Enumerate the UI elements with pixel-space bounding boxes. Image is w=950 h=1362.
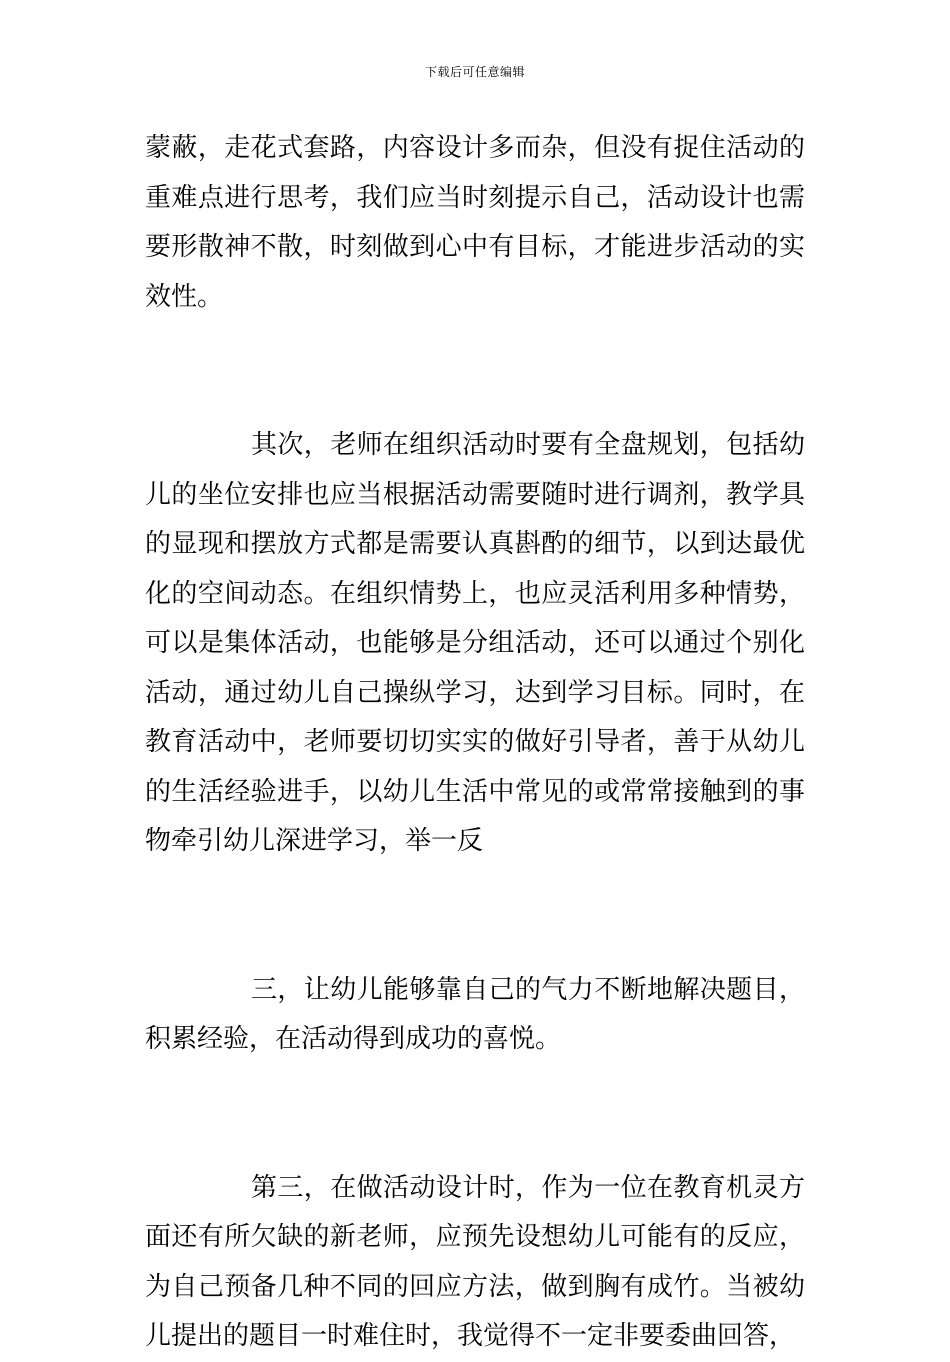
paragraph-2: 其次，老师在组织活动时要有全盘规划，包括幼儿的坐位安排也应当根据活动需要随时进行调剂，教学具的显现和摆放方式都是需要认真斟酌的细节，以到达最优化的空间动态。在组织情势上，也应灵活利用多种情势，可以是集体活动，也能够是分组活动，还可以通过个别化活动，通过幼儿自己操纵学习，达到学习目标。同时，在教育活动中，老师要切切实实的做好引导者，善于从幼儿的生活经验进手，以幼儿生活中常见的或常常接触到的事物牵引幼儿深进学习，举一反 [145,430,805,856]
paragraph-gap [145,1114,805,1164]
paragraph-gap [145,372,805,422]
paragraph-gap [145,1065,805,1115]
paragraph-gap [145,322,805,372]
paragraph-4: 第三，在做活动设计时，作为一位在教育机灵方面还有所欠缺的新老师，应预先设想幼儿可能有的反应，为自己预备几种不同的回应方法，做到胸有成竹。当被幼儿提出的题目一时难住时，我觉得不一定非要委曲回答， [145,1172,805,1351]
paragraph-gap [145,867,805,917]
document-body [145,124,805,1362]
paragraph-1: 蒙蔽，走花式套路，内容设计多而杂，但没有捉住活动的重难点进行思考，我们应当时刻提示自己，活动设计也需要形散神不散，时刻做到心中有目标，才能进步活动的实效性。 [145,133,805,312]
page-header-note: 下载后可任意编辑 [424,65,525,79]
paragraph-3: 三，让幼儿能够靠自己的气力不断地解决题目，积累经验，在活动得到成功的喜悦。 [145,974,805,1054]
paragraph-gap [145,916,805,966]
